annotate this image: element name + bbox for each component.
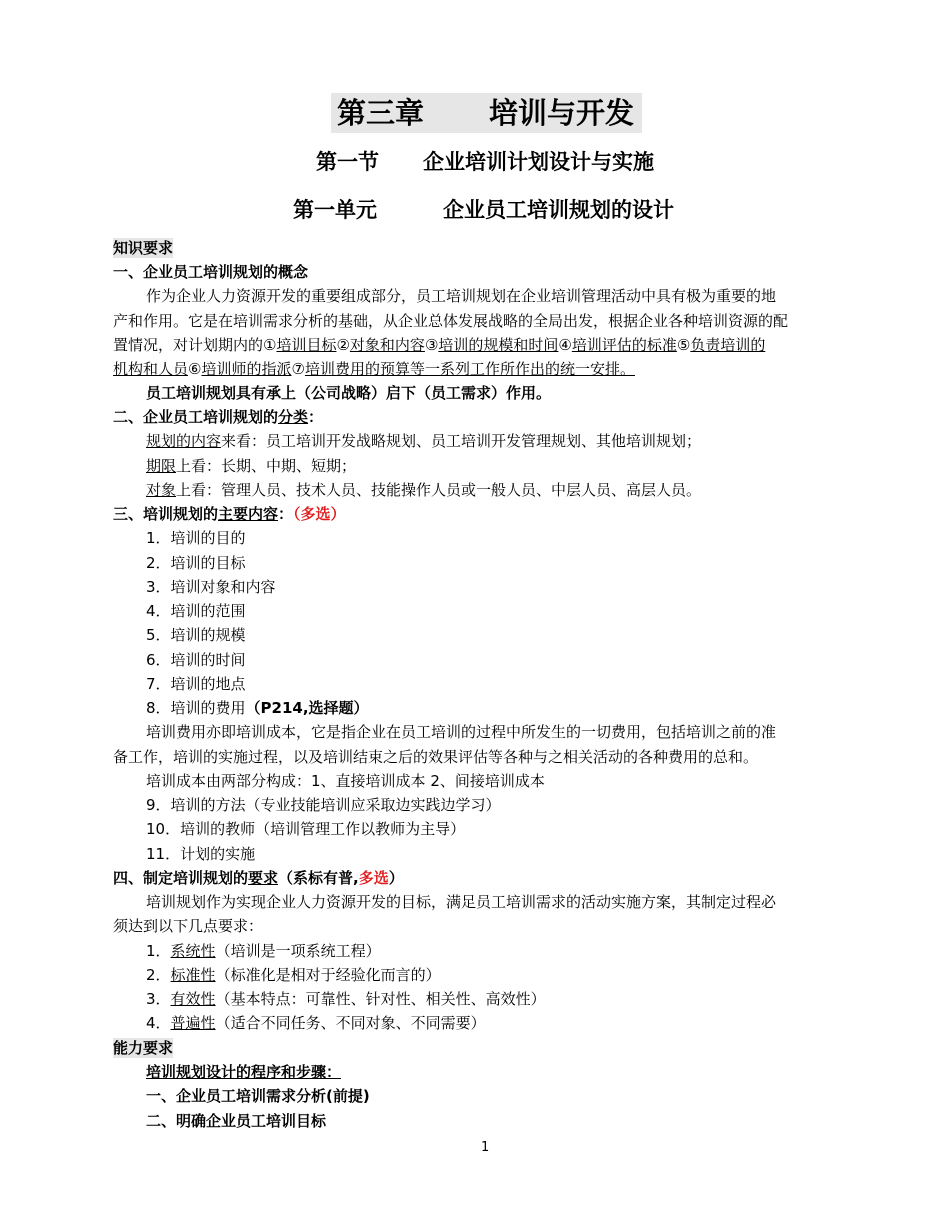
requirement-term: 标准性 [170,966,216,984]
concept-line-3 [113,335,765,355]
requirement-note: （标准化是相对于经验化而言的） [215,966,441,984]
requirements-line-1: 培训规划作为实现企业人力资源开发的目标，满足员工培训需求的活动实施方案，其制定过程必 [146,893,777,911]
heading-concept: 一、企业员工培训规划的概念 [113,263,309,281]
list-item: 11．计划的实施 [146,845,256,863]
requirement-item [146,1013,486,1033]
trainer-assign-underlined: 培训师的指派 [201,360,292,378]
heading-requirements-mnemonic: （系标有普, [278,869,359,887]
knowledge-heading: 知识要求 [113,239,174,257]
object-content-underlined: 对象和内容 [349,336,425,354]
heading-main-content [113,504,346,524]
concept-line-4 [113,359,635,379]
requirement-number: 4． [146,1014,171,1032]
ability-subheading: 培训规划设计的程序和步骤： [146,1063,342,1081]
list-item: 5．培训的规模 [146,626,246,644]
cost-line-2: 备工作，培训的实施过程，以及培训结束之后的效果评估等各种与之相关活动的各种费用的总和。 [113,748,759,766]
classification-content-label: 规划的内容 [146,432,222,450]
page-number: 1 [481,1140,490,1155]
heading-requirements-prefix: 四、制定培训规划的 [113,869,249,887]
section-name: 企业培训计划设计与实施 [423,150,654,174]
ability-step: 一、企业员工培训需求分析(前提) [146,1087,370,1105]
cost-line-1: 培训费用亦即培训成本，它是指企业在员工培训的过程中所发生的一切费用，包括培训之前的准 [146,723,777,741]
list-item: 6．培训的时间 [146,651,246,669]
circled-6: ⑥ [188,360,202,378]
multi-choice-tag-2: 多选 [358,869,389,887]
list-item: 3．培训对象和内容 [146,578,276,596]
classification-term-label: 期限 [146,457,177,475]
classification-object-label: 对象 [146,481,177,499]
heading-requirements-close: ） [388,869,404,887]
requirement-note: （适合不同任务、不同对象、不同需要） [215,1014,486,1032]
circled-2: ② [336,336,350,354]
chapter-title [331,93,642,133]
concept-line-2: 产和作用。它是在培训需求分析的基础，从企业总体发展战略的全局出发，根据企业各种培训资源的配 [113,312,789,330]
heading-requirements [113,868,404,888]
budget-underlined: 培训费用的预算等一系列工作所作出的统一安排。 [304,360,635,378]
circled-5: ⑤ [676,336,691,354]
cost-parts: 培训成本由两部分构成：1、直接培训成本 2、间接培训成本 [146,772,545,790]
circled-7: ⑦ [291,360,305,378]
chapter-number: 第三章 [337,96,425,130]
evaluation-standard-underlined: 培训评估的标准 [571,336,677,354]
responsible-underlined: 负责培训的 [690,336,766,354]
org-staff-underlined: 机构和人员 [113,360,189,378]
scale-time-underlined: 培训的规模和时间 [438,336,559,354]
section-number: 第一节 [316,150,379,174]
target-underlined: 培训目标 [276,336,337,354]
main-content-underlined: 主要内容 [218,505,279,523]
list-item: 1．培训的目的 [146,529,246,547]
requirement-number: 2． [146,966,171,984]
concept-line-1: 作为企业人力资源开发的重要组成部分，员工培训规划在企业培训管理活动中具有极为重要的地 [146,287,777,305]
classification-term-text: 上看：长期、中期、短期； [176,457,357,475]
list-item: 10．培训的教师（培训管理工作以教师为主导） [146,820,466,838]
heading-main-content-prefix: 三、培训规划的 [113,505,219,523]
requirement-term: 普遍性 [170,1014,216,1032]
requirement-item [146,989,546,1009]
heading-main-content-colon: ： [278,505,294,523]
classification-content-text: 来看：员工培训开发战略规划、员工培训开发管理规划、其他培训规划； [221,432,702,450]
list-item: 2．培训的目标 [146,554,246,572]
chapter-name: 培训与开发 [489,96,635,130]
list-item: 4．培训的范围 [146,602,246,620]
requirement-number: 3． [146,990,171,1008]
heading-classification-prefix: 二、企业员工培训规划的 [113,408,279,426]
ability-heading: 能力要求 [113,1039,174,1057]
list-item: 7．培训的地点 [146,675,246,693]
unit-name: 企业员工培训规划的设计 [443,198,674,222]
heading-classification [113,407,323,427]
requirement-item [146,965,441,985]
requirement-note: （培训是一项系统工程） [215,942,381,960]
concept-line-3-text: 置情况，对计划期内的① [113,336,277,354]
requirement-item [146,941,381,961]
classification-underlined: 分类 [278,408,309,426]
ability-step: 二、明确企业员工培训目标 [146,1112,327,1130]
requirement-term: 有效性 [170,990,216,1008]
concept-note: 员工培训规划具有承上（公司战略）启下（员工需求）作用。 [146,384,552,402]
classification-object-text: 上看：管理人员、技术人员、技能操作人员或一般人员、中层人员、高层人员。 [176,481,702,499]
list-item-cost [146,698,369,718]
unit-number: 第一单元 [293,198,377,222]
requirements-line-2: 须达到以下几点要求： [113,917,264,935]
heading-classification-colon: ： [308,408,324,426]
classification-object [146,480,701,500]
classification-content [146,431,701,451]
list-item: 9．培训的方法（专业技能培训应采取边实践边学习） [146,796,501,814]
requirement-number: 1． [146,942,171,960]
circled-4: ④ [558,336,572,354]
cost-item-text: 8．培训的费用 [146,699,246,717]
requirement-term: 系统性 [170,942,216,960]
circled-3: ③ [424,336,439,354]
multi-choice-tag: （多选） [293,505,346,523]
requirements-underlined: 要求 [248,869,279,887]
classification-term [146,456,356,476]
requirement-note: （基本特点：可靠性、针对性、相关性、高效性） [215,990,546,1008]
cost-item-note: （P214,选择题） [245,699,369,717]
